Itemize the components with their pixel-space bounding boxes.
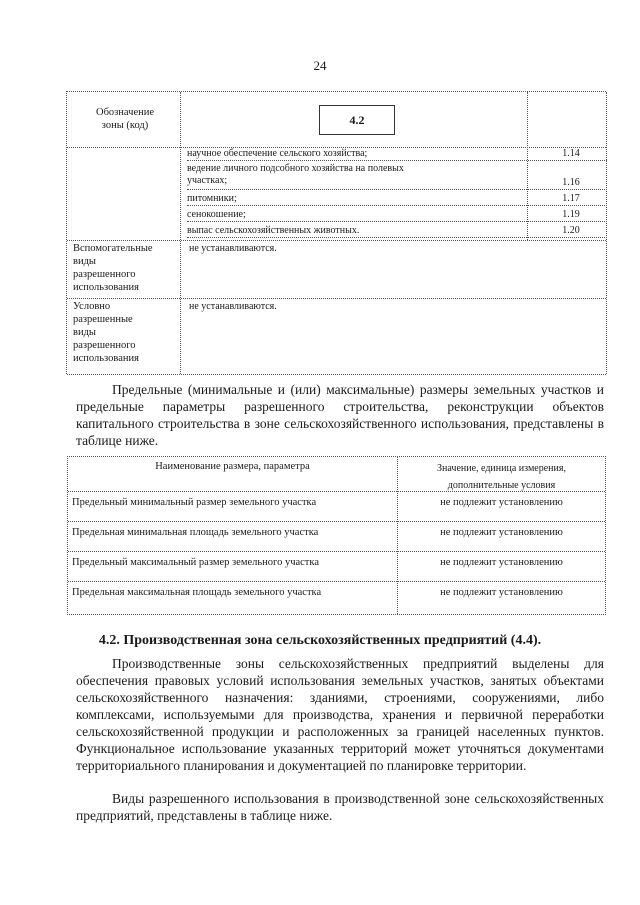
aux-uses-label: Вспомогательные виды разрешенного использования — [73, 243, 153, 293]
table-row-value: не подлежит установлению — [440, 587, 563, 598]
list-item: сенокошение; 1.19 — [187, 209, 607, 222]
table-row-value: не подлежит установлению — [440, 527, 563, 538]
list-item: ведение личного подсобного хозяйства на полевых участках; 1.16 — [187, 163, 607, 190]
aux-uses-value: не устанавливаются. — [189, 243, 277, 254]
zone-code-box: 4.2 — [319, 105, 395, 135]
table-row-name: Предельный максимальный размер земельного участка — [72, 557, 319, 568]
zone-uses-table — [66, 91, 606, 374]
zone-code-label: Обозначение зоны (код) — [95, 107, 155, 131]
params-header-value: Значение, единица измерения, дополнительные условия — [437, 463, 566, 491]
table-row-name: Предельный минимальный размер земельного участка — [72, 497, 317, 508]
intro-paragraph: Предельные (минимальные и (или) максимальные) размеры земельных участков и предельные параметры разрешенного строительства, реконструкции объектов капитального строительства в зоне сельскохозяйственного использования, представлены в таблице ниже. — [76, 382, 604, 448]
list-item: научное обеспечение сельского хозяйства; 1.14 — [187, 148, 607, 161]
table-row-name: Предельная максимальная площадь земельного участка — [72, 587, 322, 598]
section-paragraph-1: Производственные зоны сельскохозяйственных предприятий выделены для обеспечения правовых условий использования земельных участков, занятых объектами сельскохозяйственного назначения: зданиями, строениями, сооружениями, либо комплексами, используемыми для производства, хранения и первичной переработки сельскохозяйственной продукции и расположенных за границей населенных пунктов. Функциональное использование указанных территорий может уточняться документами территориального планирования и документацией по планировке территории. — [76, 656, 604, 773]
table-row-name: Предельная минимальная площадь земельного участка — [72, 527, 319, 538]
conditional-uses-value: не устанавливаются. — [189, 301, 277, 312]
section-paragraph-2: Виды разрешенного использования в производственной зоне сельскохозяйственных предприятий, представлены в таблице ниже. — [76, 791, 604, 823]
conditional-uses-label: Условно разрешенные виды разрешенного использования — [73, 301, 139, 364]
list-item: питомники; 1.17 — [187, 193, 607, 206]
page-number: 24 — [313, 58, 327, 73]
table-row-value: не подлежит установлению — [440, 557, 563, 568]
table-row-value: не подлежит установлению — [440, 497, 563, 508]
params-table — [67, 456, 606, 615]
section-heading: 4.2. Производственная зона сельскохозяйственных предприятий (4.4). — [98, 633, 542, 648]
list-item: выпас сельскохозяйственных животных. 1.20 — [187, 225, 607, 238]
params-header-name: Наименование размера, параметра — [155, 461, 310, 472]
